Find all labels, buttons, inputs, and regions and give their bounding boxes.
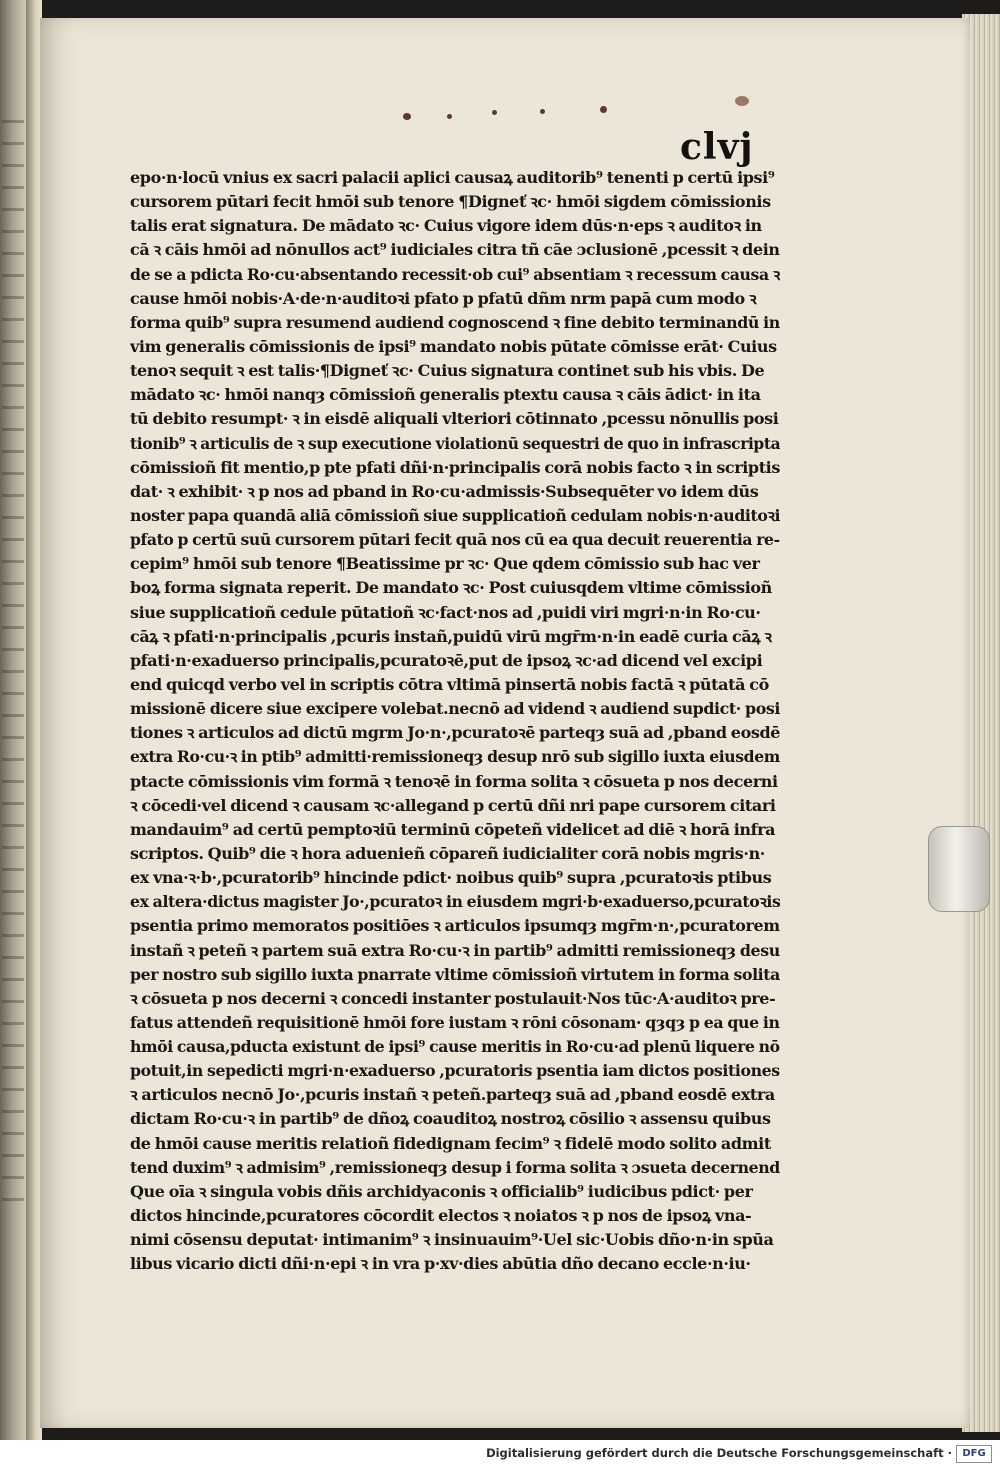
- text-line: psentia primo memoratos positiōes ꝛ articulos ipsumqȝ mgr̄m·n·,pcuratorem: [130, 916, 780, 936]
- text-line: de hmōi cause meritis relatioñ fidedignam fecim⁹ ꝛ fidelē modo solito admit: [130, 1133, 771, 1153]
- text-line: pfati·n·exaduerso principalis,pcuratoꝛē,put de ipsoꝝ ꝛc·ad dicend vel excipi: [130, 650, 763, 670]
- text-line: dat· ꝛ exhibit· ꝛ p nos ad pband in Ro·cu·admissis·Subsequēter vo idem dūs: [130, 481, 759, 501]
- text-line: forma quib⁹ supra resumend audiend cognoscend ꝛ fine debito terminandū in: [130, 312, 780, 332]
- text-line: mandauim⁹ ad certū pemptoꝛiū terminū cōpeteñ videlicet ad diē ꝛ horā infra: [130, 819, 776, 839]
- text-line: instañ ꝛ peteñ ꝛ partem suā extra Ro·cu·ꝛ in partib⁹ admitti remissioneqȝ desu: [130, 940, 780, 960]
- text-line: epo·n·locū vnius ex sacri palacii aplici causaꝝ auditorib⁹ tenenti p certū ipsi⁹: [130, 168, 775, 187]
- page-clip: [928, 826, 990, 912]
- ink-spot: [540, 109, 545, 114]
- text-line: tenoꝛ sequit ꝛ est talis·¶Digneť ꝛc· Cuius signatura continet sub his vbis. De: [130, 361, 765, 381]
- text-line: potuit,in sepedicti mgri·n·exaduerso ,pcuratoris psentia iam dictos positiones: [130, 1061, 780, 1081]
- text-line: hmōi causa,pducta existunt de ipsi⁹ cause meritis in Ro·cu·ad plenū liquere nō: [130, 1037, 780, 1057]
- text-line: ex altera·dictus magister Jo·,pcuratoꝛ in eiusdem mgri·b·exaduerso,pcuratoꝛis: [130, 892, 780, 912]
- text-line: extra Ro·cu·ꝛ in ptib⁹ admitti·remissioneqȝ desup nrō sub sigillo iuxta eiusdem: [130, 747, 780, 767]
- folio-number: clvj: [680, 126, 754, 168]
- text-line: tionib⁹ ꝛ articulis de ꝛ sup executione violationū sequestri de quo in infrascripta: [130, 433, 780, 453]
- text-line: missionē dicere siue excipere volebat.necnō ad vidend ꝛ audiend supdict· posi: [130, 699, 780, 719]
- text-line: dictos hincinde,pcuratores cōcordit electos ꝛ noiatos ꝛ p nos de ipsoꝝ vna-: [130, 1206, 752, 1226]
- dfg-logo: DFG: [956, 1445, 992, 1463]
- ink-spot: [403, 113, 411, 120]
- text-line: ptacte cōmissionis vim formā ꝛ tenoꝛē in forma solita ꝛ cōsueta p nos decerni: [130, 771, 778, 791]
- text-line: talis erat signatura. De mādato ꝛc· Cuius vigore idem dūs·n·eps ꝛ auditoꝛ in: [130, 216, 762, 236]
- text-line: siue supplicatioñ cedule pūtatioñ ꝛc·fact·nos ad ,puidi viri mgri·n·in Ro·cu·: [130, 602, 761, 622]
- ink-spot: [600, 106, 607, 113]
- text-line: ꝛ articulos necnō Jo·,pcuris instañ ꝛ peteñ.parteqȝ suā ad ,pband eosdē extra: [130, 1085, 775, 1105]
- text-line: vim generalis cōmissionis de ipsi⁹ mandato nobis pūtate cōmisse erāt· Cuius: [130, 336, 777, 356]
- ink-spot: [447, 114, 452, 119]
- text-line: cepim⁹ hmōi sub tenore ¶Beatissime pr ꝛc· Que qdem cōmissio sub hac ver: [130, 554, 760, 574]
- text-line: ꝛ cōsueta p nos decerni ꝛ concedi instanter postulauit·Nos tūc·A·auditoꝛ pre-: [130, 988, 776, 1008]
- text-line: pfato p certū suū cursorem pūtari fecit quā nos cū ea qua decuit reuerentia re-: [130, 530, 780, 550]
- text-line: cāꝝ ꝛ pfati·n·principalis ,pcuris instañ,puidū virū mgr̄m·n·in eadē curia cāꝝ ꝛ: [130, 626, 772, 646]
- text-line: mādato ꝛc· hmōi nanqȝ cōmissioñ generalis ptextu causa ꝛ cāis ādict· in ita: [130, 385, 761, 405]
- ink-spot: [492, 110, 497, 115]
- text-line: per nostro sub sigillo iuxta pnarrate vltime cōmissioñ virtutem in forma solita: [130, 964, 780, 984]
- text-line: cause hmōi nobis·A·de·n·auditoꝛi pfato p pfatū dñm nrm papā cum modo ꝛ: [130, 288, 757, 308]
- text-line: boꝝ forma signata reperit. De mandato ꝛc· Post cuiusqdem vltime cōmissioñ: [130, 578, 772, 598]
- text-line: libus vicario dicti dñi·n·epi ꝛ in vra p·xv·dies abūtia dño decano eccle·n·iu·: [130, 1254, 751, 1274]
- text-line: cōmissioñ fit mentio,p pte pfati dñi·n·principalis corā nobis facto ꝛ in scriptis: [130, 457, 780, 477]
- text-line: scriptos. Quib⁹ die ꝛ hora aduenieñ cōpareñ iudicialiter corā nobis mgris·n·: [130, 843, 765, 863]
- text-line: Que oīa ꝛ singula vobis dñis archidyaconis ꝛ officialib⁹ iudicibus pdict· per: [130, 1181, 753, 1201]
- text-line: de se a pdicta Ro·cu·absentando recessit·ob cui⁹ absentiam ꝛ recessum causa ꝛ: [130, 264, 780, 284]
- text-line: tū debito resumpt· ꝛ in eisdē aliquali vlteriori cōtinnato ,pcessu nōnullis posi: [130, 409, 779, 429]
- text-line: end quicqd verbo vel in scriptis cōtra vltimā pinsertā nobis factā ꝛ pūtatā cō: [130, 674, 769, 694]
- text-line: nimi cōsensu deputat· intimanim⁹ ꝛ insinuauim⁹·Uel sic·Uobis dño·n·in spūa: [130, 1230, 774, 1250]
- text-line: cā ꝛ cāis hmōi ad nōnullos act⁹ iudiciales citra tñ cāe ɔclusionē ,pcessit ꝛ dein: [130, 240, 780, 260]
- text-line: cursorem pūtari fecit hmōi sub tenore ¶Digneť ꝛc· hmōi sigdem cōmissionis: [130, 192, 771, 212]
- text-line: ex vna·ꝛ·b·,pcuratorib⁹ hincinde pdict· noibus quib⁹ supra ,pcuratoꝛis ptibus: [130, 868, 772, 888]
- footer-bar: [0, 1440, 1000, 1467]
- text-block: [130, 166, 780, 1276]
- left-page-text-fragments: [2, 120, 24, 1220]
- text-line: ꝛ cōcedi·vel dicend ꝛ causam ꝛc·allegand p certū dñi nri pape cursorem citari: [130, 795, 776, 815]
- text-line: fatus attendeñ requisitionē hmōi fore iustam ꝛ rōni cōsonam· qȝqȝ p ea que in: [130, 1012, 780, 1032]
- ink-spot: [735, 96, 749, 106]
- text-line: noster papa quandā aliā cōmissioñ siue supplicatioñ cedulam nobis·n·auditoꝛi: [130, 505, 780, 525]
- left-page-edge: [0, 0, 26, 1440]
- text-line: dictam Ro·cu·ꝛ in partib⁹ de dñoꝝ coauditoꝝ nostroꝝ cōsilio ꝛ assensu quibus: [130, 1109, 771, 1129]
- funding-credit: Digitalisierung gefördert durch die Deutsche Forschungsgemeinschaft ·: [486, 1446, 952, 1460]
- text-line: tend duxim⁹ ꝛ admisim⁹ ,remissioneqȝ desup i forma solita ꝛ ɔsueta decernend: [130, 1157, 780, 1177]
- text-line: tiones ꝛ articulos ad dictū mgrm Jo·n·,pcuratoꝛē parteqȝ suā ad ,pband eosdē: [130, 723, 780, 743]
- right-page: [40, 18, 970, 1428]
